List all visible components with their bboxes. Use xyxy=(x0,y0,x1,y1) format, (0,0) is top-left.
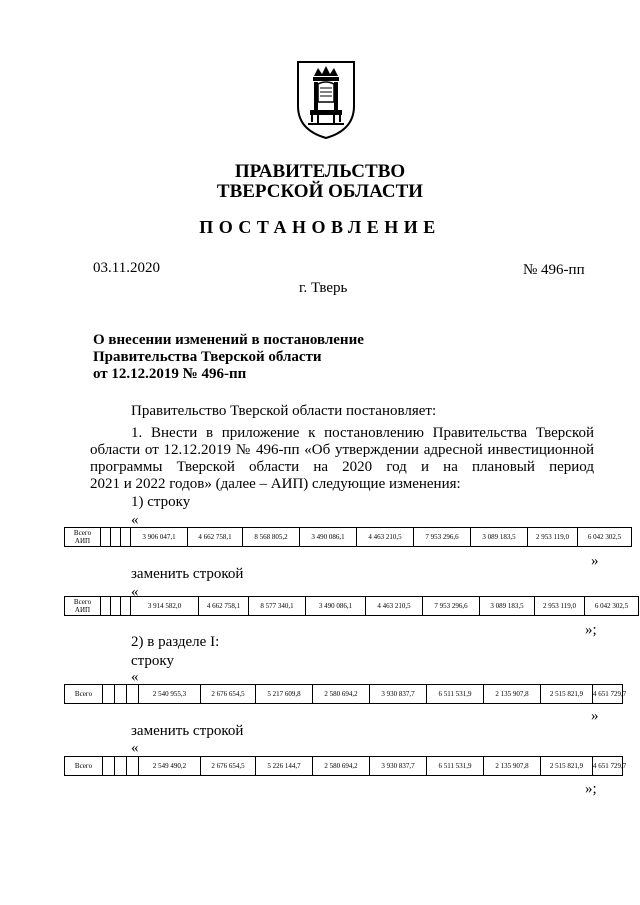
table-cell: 3 930 837,7 xyxy=(370,757,427,776)
document-number: № 496-пп xyxy=(523,262,585,278)
item-2-row-label: строку xyxy=(131,653,174,669)
table-row-original-section-1 xyxy=(64,684,627,704)
table-cell: 2 515 821,9 xyxy=(541,685,593,704)
table-row-replacement-section-1 xyxy=(64,756,627,776)
table-cell: 3 906 047,1 xyxy=(131,528,188,547)
table-cell: 8 568 805,2 xyxy=(243,528,300,547)
table-cell: 2 540 955,3 xyxy=(139,685,201,704)
document-city: г. Тверь xyxy=(299,280,348,296)
close-quote-semi-2: »; xyxy=(585,781,597,797)
close-quote-1: » xyxy=(591,553,599,569)
coat-of-arms-emblem xyxy=(294,58,358,140)
row-label-cell: Всего xyxy=(65,757,103,776)
table-cell: 4 662 758,1 xyxy=(199,597,249,616)
org-name-line2: ТВЕРСКОЙ ОБЛАСТИ xyxy=(216,181,424,202)
row-label-cell: Всего xyxy=(65,685,103,704)
item-1-label: 1) строку xyxy=(131,494,191,510)
paragraph-1-line1: 1. Внести в приложение к постановлению Правительства Тверской xyxy=(131,425,594,441)
table-cell: 4 463 210,5 xyxy=(366,597,423,616)
table-cell: 4 662 758,1 xyxy=(188,528,243,547)
table-cell: 3 914 582,0 xyxy=(131,597,199,616)
table-cell: 2 580 694,2 xyxy=(313,685,370,704)
subject-line1: О внесении изменений в постановление xyxy=(93,332,364,348)
table-cell: 3 490 086,1 xyxy=(300,528,357,547)
table-cell: 7 953 296,6 xyxy=(423,597,480,616)
subject-line2: Правительства Тверской области xyxy=(93,349,322,365)
paragraph-1-line2: области от 12.12.2019 № 496-пп «Об утверждении адресной инвестиционной xyxy=(90,442,594,458)
table-cell: 2 515 821,9 xyxy=(541,757,593,776)
table-cell: 4 651 729,7 xyxy=(593,757,623,776)
replace-label-1: заменить строкой xyxy=(131,566,244,582)
close-quote-2: » xyxy=(591,708,599,724)
replace-label-2: заменить строкой xyxy=(131,723,244,739)
subject-line3: от 12.12.2019 № 496-пп xyxy=(93,366,247,382)
table-cell: 2 580 694,2 xyxy=(313,757,370,776)
table-cell: 4 651 729,7 xyxy=(593,685,623,704)
table-cell: 6 042 302,5 xyxy=(578,528,632,547)
table-cell: 8 577 340,1 xyxy=(249,597,306,616)
table-cell: 6 511 531,9 xyxy=(427,685,484,704)
table-cell: 3 089 183,5 xyxy=(471,528,528,547)
table-cell: 5 226 144,7 xyxy=(256,757,313,776)
table-cell: 2 953 119,0 xyxy=(535,597,585,616)
table-cell: 3 930 837,7 xyxy=(370,685,427,704)
close-quote-semi-1: »; xyxy=(585,622,597,638)
table-cell: 2 676 654,5 xyxy=(201,757,256,776)
document-type: ПОСТАНОВЛЕНИЕ xyxy=(199,217,441,237)
open-quote-4: « xyxy=(131,740,139,756)
open-quote-2: « xyxy=(131,584,139,600)
table-cell: 6 511 531,9 xyxy=(427,757,484,776)
paragraph-1 xyxy=(90,425,594,493)
intro-text: Правительство Тверской области постановляет: xyxy=(131,403,437,419)
document-date: 03.11.2020 xyxy=(93,260,160,276)
open-quote-3: « xyxy=(131,669,139,685)
table-cell: 2 676 654,5 xyxy=(201,685,256,704)
table-cell: 6 042 302,5 xyxy=(585,597,639,616)
row-label-cell: Всего АИП xyxy=(65,528,101,547)
item-2-label: 2) в разделе I: xyxy=(131,634,220,650)
paragraph-1-line3: программы Тверской области на 2020 год и на плановый период xyxy=(90,459,594,475)
table-cell: 3 089 183,5 xyxy=(480,597,535,616)
table-cell: 4 463 210,5 xyxy=(357,528,414,547)
org-name-line1: ПРАВИТЕЛЬСТВО xyxy=(234,161,406,182)
table-cell: 5 217 609,8 xyxy=(256,685,313,704)
table-cell: 7 953 296,6 xyxy=(414,528,471,547)
open-quote-1: « xyxy=(131,512,139,528)
paragraph-1-line4: 2021 и 2022 годов» (далее – АИП) следующие изменения: xyxy=(90,476,461,492)
table-cell: 2 549 490,2 xyxy=(139,757,201,776)
table-row-original-aip xyxy=(64,527,632,547)
table-row-replacement-aip xyxy=(64,596,639,616)
table-cell: 2 135 907,8 xyxy=(484,685,541,704)
table-cell: 2 135 907,8 xyxy=(484,757,541,776)
table-cell: 3 490 086,1 xyxy=(306,597,366,616)
row-label-cell: Всего АИП xyxy=(65,597,101,616)
table-cell: 2 953 119,0 xyxy=(528,528,578,547)
